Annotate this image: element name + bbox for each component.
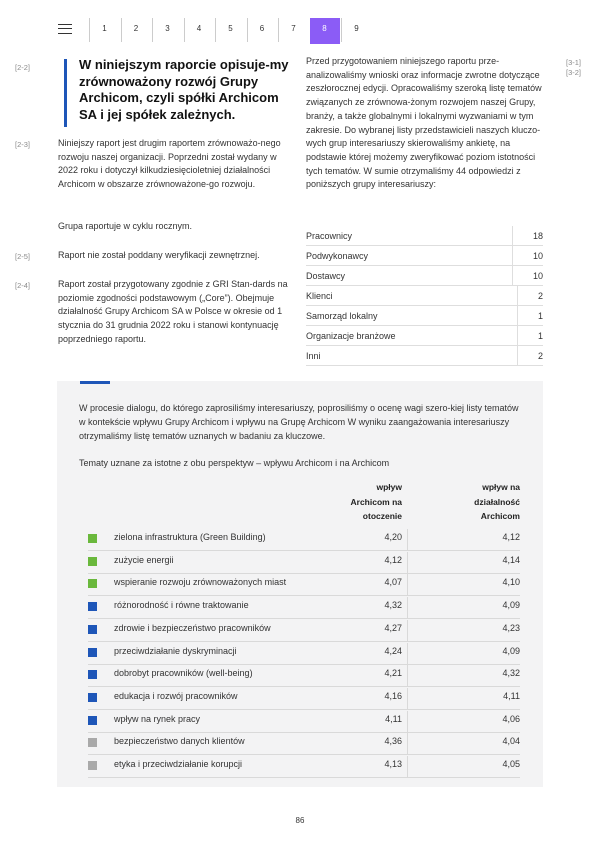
topic-score-impact-on-archicom: 4,06 — [502, 713, 520, 724]
topic-label: etyka i przeciwdziałanie korupcji — [114, 759, 243, 769]
page-headline: W niniejszym raporcie opisuje-my zrównoważony rozwój Grupy Archicom, czyli spółki Archicom SA i jej spółek zależnych. — [79, 57, 289, 122]
topic-label: zdrowie i bezpieczeństwo pracowników — [114, 622, 271, 633]
panel-subtitle: Tematy uznane za istotne z obu perspektyw – wpływu Archicom i na Archicom — [79, 458, 390, 468]
topic-row — [88, 552, 520, 574]
nav-chapter-3[interactable]: 3 — [152, 18, 182, 42]
column-divider — [407, 597, 408, 618]
stakeholder-count: 10 — [512, 246, 543, 265]
stakeholder-label: Podwykonawcy — [306, 250, 369, 261]
gri-reference: [3-2] — [566, 68, 582, 77]
gri-reference: [2-4] — [15, 281, 31, 290]
topic-score-impact-on-archicom: 4,14 — [502, 554, 520, 565]
topic-row — [88, 597, 520, 619]
category-marker-icon — [88, 579, 97, 588]
category-marker-icon — [88, 738, 97, 747]
menu-icon[interactable] — [58, 24, 72, 34]
topic-row — [88, 688, 520, 710]
nav-chapter-8[interactable]: 8 — [310, 18, 340, 44]
topic-score-impact-of-archicom: 4,21 — [384, 668, 402, 679]
panel-intro: W procesie dialogu, do którego zaprosiliśmy interesariuszy, poprosiliśmy o ocenę wagi szero-kiej listy tematów w kontekście wpływu Grupy Archicom i wpływu na Grupę Archicom W wyniku zaangażowania interesariuszy otrzymaliśmy listę tematów uznanych w badaniu za kluczowe. — [79, 403, 519, 441]
category-marker-icon — [88, 557, 97, 566]
verification-note: Raport nie został poddany weryfikacji zewnętrznej. — [58, 250, 260, 260]
topic-label: przeciwdziałanie dyskryminacji — [114, 645, 237, 656]
column-divider — [407, 756, 408, 777]
topic-score-impact-on-archicom: 4,04 — [502, 736, 520, 747]
methodology-paragraph: Przed przygotowaniem niniejszego raportu prze-analizowaliśmy wnioski oraz informacje zwrotne dotyczące zeszłorocznej edycji. Opracowaliśmy szeroką listę tematów związanych ze zrównowa-żonym rozwojem naszej Grupy, branży, a także globalnymi i lokalnymi wyzwaniami w tym zakresie. Do wybranej listy przedstawicieli naszych kluczo-wych grup interesariuszy skierowaliśmy ankietę, na podstawie której możemy zweryfikować poziom istotności tych tematów. W sumie otrzymaliśmy 44 odpowiedzi z poniższych grupy interesariuszy: — [306, 56, 542, 190]
category-marker-icon — [88, 693, 97, 702]
stakeholder-row — [306, 326, 543, 346]
stakeholder-row — [306, 266, 543, 286]
topic-score-impact-of-archicom: 4,16 — [384, 690, 402, 701]
topic-row — [88, 529, 520, 551]
stakeholder-count: 1 — [517, 326, 543, 345]
column-header-impact-of-archicom: wpływ Archicom na otoczenie — [350, 482, 402, 521]
column-divider — [407, 529, 408, 550]
topic-row — [88, 643, 520, 665]
topic-row — [88, 711, 520, 733]
nav-chapter-1[interactable]: 1 — [89, 18, 119, 42]
topic-score-impact-of-archicom: 4,13 — [384, 759, 402, 769]
reporting-cycle: Grupa raportuje w cyklu rocznym. — [58, 221, 193, 231]
topic-score-impact-of-archicom: 4,11 — [385, 713, 402, 724]
nav-chapter-7[interactable]: 7 — [278, 18, 308, 42]
page-number: 86 — [295, 816, 305, 825]
gri-reference: [2-5] — [15, 252, 31, 261]
topic-label: zużycie energii — [114, 554, 174, 565]
topic-score-impact-of-archicom: 4,07 — [384, 577, 402, 588]
nav-chapter-2[interactable]: 2 — [121, 18, 151, 42]
topic-score-impact-of-archicom: 4,24 — [384, 645, 402, 656]
topic-row — [88, 665, 520, 687]
column-divider — [407, 733, 408, 754]
topic-score-impact-on-archicom: 4,10 — [502, 577, 520, 588]
stakeholder-label: Inni — [306, 350, 321, 361]
column-divider — [407, 620, 408, 641]
topic-row — [88, 756, 520, 778]
stakeholder-count: 18 — [512, 226, 543, 245]
stakeholder-count: 1 — [517, 306, 543, 325]
stakeholder-count: 10 — [512, 266, 543, 285]
stakeholder-row — [306, 226, 543, 246]
topic-label: różnorodność i równe traktowanie — [114, 600, 249, 611]
column-divider — [407, 711, 408, 732]
stakeholder-count: 2 — [517, 286, 543, 305]
column-divider — [407, 552, 408, 573]
topic-label: wspieranie rozwoju zrównoważonych miast — [114, 577, 287, 588]
stakeholder-label: Samorząd lokalny — [306, 310, 378, 321]
topic-label: zielona infrastruktura (Green Building) — [114, 532, 266, 542]
nav-chapter-6[interactable]: 6 — [247, 18, 277, 42]
stakeholder-row — [306, 346, 543, 366]
stakeholder-label: Pracownicy — [306, 230, 353, 241]
stakeholder-row — [306, 246, 543, 266]
topic-score-impact-on-archicom: 4,11 — [503, 690, 520, 701]
gri-reference: [2-2] — [15, 63, 31, 72]
nav-chapter-4[interactable]: 4 — [184, 18, 214, 42]
topic-score-impact-on-archicom: 4,09 — [502, 645, 520, 656]
topic-label: dobrobyt pracowników (well-being) — [114, 668, 253, 679]
topic-score-impact-on-archicom: 4,09 — [502, 600, 520, 611]
category-marker-icon — [88, 761, 97, 770]
gri-reference: [2-3] — [15, 140, 31, 149]
topic-score-impact-of-archicom: 4,20 — [384, 532, 402, 542]
topic-label: edukacja i rozwój pracowników — [114, 690, 238, 701]
category-marker-icon — [88, 716, 97, 725]
topic-row — [88, 733, 520, 755]
stakeholder-table — [306, 226, 543, 366]
stakeholder-label: Dostawcy — [306, 270, 346, 281]
topic-label: wpływ na rynek pracy — [114, 713, 201, 724]
headline-accent-bar — [64, 59, 67, 127]
stakeholder-label: Klienci — [306, 290, 333, 301]
stakeholder-row — [306, 306, 543, 326]
topic-label: bezpieczeństwo danych klientów — [114, 736, 245, 747]
topic-score-impact-of-archicom: 4,36 — [384, 736, 402, 747]
gri-reference: [3-1] — [566, 58, 582, 67]
category-marker-icon — [88, 625, 97, 634]
category-marker-icon — [88, 648, 97, 657]
chapter-navigation — [52, 18, 382, 42]
topic-score-impact-on-archicom: 4,32 — [502, 668, 520, 679]
column-divider — [407, 574, 408, 595]
panel-accent-bar — [80, 381, 110, 384]
category-marker-icon — [88, 534, 97, 543]
stakeholder-row — [306, 286, 543, 306]
category-marker-icon — [88, 602, 97, 611]
report-description: Niniejszy raport jest drugim raportem zrównoważo-nego rozwoju naszej organizacji. Poprzedni został wydany w 2022 roku i dotyczył kilkudziesięcioletniej działalności Archicom w obszarze zrównoważone-go rozwoju. — [58, 138, 281, 190]
topic-score-impact-of-archicom: 4,27 — [384, 622, 402, 633]
topic-row — [88, 574, 520, 596]
stakeholder-label: Organizacje branżowe — [306, 330, 396, 341]
column-divider — [407, 643, 408, 664]
topic-row — [88, 620, 520, 642]
nav-chapter-5[interactable]: 5 — [215, 18, 245, 42]
topic-score-impact-on-archicom: 4,23 — [502, 622, 520, 633]
topic-score-impact-of-archicom: 4,12 — [384, 554, 402, 565]
topic-score-impact-on-archicom: 4,05 — [502, 759, 520, 769]
column-header-impact-on-archicom: wpływ na działalność Archicom — [474, 482, 520, 521]
stakeholder-count: 2 — [517, 346, 543, 365]
nav-chapter-9[interactable]: 9 — [341, 18, 371, 42]
column-divider — [407, 688, 408, 709]
topic-score-impact-on-archicom: 4,12 — [502, 532, 520, 542]
topic-score-impact-of-archicom: 4,32 — [384, 600, 402, 611]
category-marker-icon — [88, 670, 97, 679]
column-divider — [407, 665, 408, 686]
gri-standards-note: Raport został przygotowany zgodnie z GRI Stan-dards na poziomie zgodności podstawowym („Core”). Obejmuje działalność Grupy Archicom SA w Polsce w okresie od 1 stycznia do 31 grudnia 2022 roku i stanowi kontynuację poprzedniego raportu. — [58, 279, 288, 344]
